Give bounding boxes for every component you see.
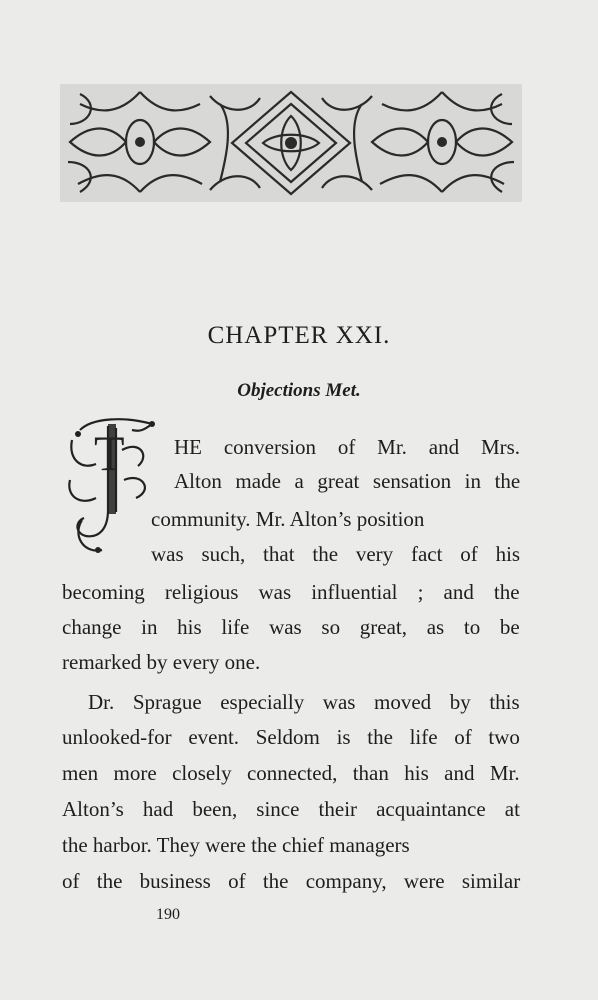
text-line: becoming religious was influential ; and the (62, 580, 520, 604)
page-number: 190 (156, 906, 180, 923)
chapter-title: CHAPTER XXI. (207, 322, 391, 349)
text-line: was such, that the very fact of his (151, 542, 521, 566)
text-line: remarked by every one. (62, 650, 261, 674)
text-line: community. Mr. Alton’s position (151, 507, 425, 531)
text-line: the harbor. They were the chief managers (62, 833, 410, 857)
text-line: change in his life was so great, as to be (62, 615, 520, 639)
text-line: unlooked-for event. Seldom is the life of two (62, 725, 520, 749)
floral-headpiece-ornament (60, 84, 522, 202)
chapter-subtitle: Objections Met. (237, 380, 361, 401)
decorated-initial-t (62, 410, 162, 560)
text-line: Alton made a great sensation in the (174, 469, 521, 493)
text-line: Dr. Sprague especially was moved by this (88, 690, 520, 714)
text-line: men more closely connected, than his and Mr. (62, 761, 520, 785)
text-line: of the business of the company, were similar (62, 869, 521, 893)
text-line: HE conversion of Mr. and Mrs. (174, 435, 521, 459)
text-line: Alton’s had been, since their acquaintance at (62, 797, 520, 821)
initial-letter: T (94, 425, 125, 481)
